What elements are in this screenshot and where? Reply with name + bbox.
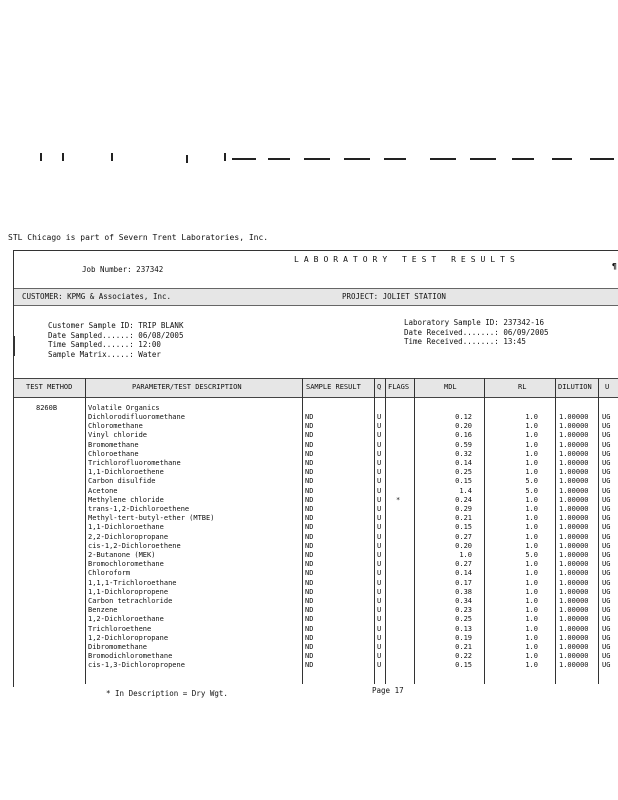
cell-dilution: 1.00000: [559, 468, 589, 477]
cell-mdl: 0.29: [455, 505, 472, 514]
cell-units: UG: [602, 541, 611, 550]
cell-dilution: 1.00000: [559, 505, 589, 514]
table-row: Benzene: [88, 606, 118, 615]
cell-mdl: 0.14: [455, 459, 472, 468]
cell-q: U: [377, 597, 382, 606]
cell-flag: [396, 422, 400, 431]
cell-result: ND: [305, 532, 314, 541]
table-row: Methyl-tert-butyl-ether (MTBE): [88, 514, 215, 523]
cell-rl: 1.0: [525, 495, 538, 504]
cell-rl: 1.0: [525, 514, 538, 523]
cell-q: U: [377, 505, 382, 514]
table-row: Trichloroethene: [88, 624, 152, 633]
col-rule: [484, 378, 485, 684]
cell-result: ND: [305, 606, 314, 615]
table-row: Methylene chloride: [88, 495, 164, 504]
units-column: [602, 413, 616, 671]
cell-mdl: 0.13: [455, 624, 472, 633]
cell-rl: 5.0: [525, 486, 538, 495]
cell-dilution: 1.00000: [559, 569, 589, 578]
cell-dilution: 1.00000: [559, 643, 589, 652]
cell-result: ND: [305, 422, 314, 431]
cell-q: U: [377, 578, 382, 587]
cell-dilution: 1.00000: [559, 514, 589, 523]
cell-result: ND: [305, 551, 314, 560]
cell-units: UG: [602, 413, 611, 421]
cell-rl: 1.0: [525, 578, 538, 587]
cell-units: UG: [602, 477, 611, 486]
cell-dilution: 1.00000: [559, 624, 589, 633]
cell-result: ND: [305, 643, 314, 652]
cell-rl: 1.0: [525, 468, 538, 477]
table-row: Trichlorofluoromethane: [88, 459, 181, 468]
section-title: Volatile Organics: [88, 404, 160, 412]
table-row: Bromomethane: [88, 440, 139, 449]
cell-units: UG: [602, 643, 611, 652]
cell-q: U: [377, 468, 382, 477]
table-row: 2-Butanone (MEK): [88, 551, 156, 560]
cell-result: ND: [305, 661, 314, 670]
cell-rl: 1.0: [525, 661, 538, 670]
cell-rl: 1.0: [525, 597, 538, 606]
lab-sample-id: Laboratory Sample ID: 237342-16: [404, 318, 544, 327]
time-sampled: Time Sampled......: 12:00: [48, 340, 161, 349]
cell-flag: [396, 413, 400, 422]
cell-rl: 1.0: [525, 643, 538, 652]
cell-q: U: [377, 633, 382, 642]
col-rule: [85, 378, 86, 684]
sample-info-left: [48, 321, 183, 359]
table-row: Dibromomethane: [88, 643, 148, 652]
table-row: Chloromethane: [88, 422, 143, 431]
cell-result: ND: [305, 587, 314, 596]
cell-mdl: 0.34: [455, 597, 472, 606]
table-row: Chloroform: [88, 569, 131, 578]
table-row: 1,1-Dichloroethene: [88, 468, 164, 477]
cell-rl: 1.0: [525, 413, 538, 421]
cell-flag: [396, 450, 400, 459]
cell-rl: 5.0: [525, 477, 538, 486]
cell-q: U: [377, 514, 382, 523]
cell-dilution: 1.00000: [559, 413, 589, 421]
page-code: ¶: [612, 262, 617, 271]
cell-mdl: 0.25: [455, 615, 472, 624]
cell-mdl: 0.17: [455, 578, 472, 587]
cell-units: UG: [602, 440, 611, 449]
cell-result: ND: [305, 431, 314, 440]
cell-result: ND: [305, 652, 314, 661]
cell-dilution: 1.00000: [559, 523, 589, 532]
cell-dilution: 1.00000: [559, 661, 589, 670]
cell-mdl: 0.20: [455, 541, 472, 550]
cell-rl: 1.0: [525, 615, 538, 624]
cell-result: ND: [305, 514, 314, 523]
cell-units: UG: [602, 615, 611, 624]
cell-dilution: 1.00000: [559, 477, 589, 486]
cell-dilution: 1.00000: [559, 431, 589, 440]
cell-units: UG: [602, 652, 611, 661]
cell-units: UG: [602, 486, 611, 495]
table-row: 1,2-Dichloropropane: [88, 633, 169, 642]
cell-dilution: 1.00000: [559, 459, 589, 468]
cell-dilution: 1.00000: [559, 449, 589, 458]
cell-result: ND: [305, 449, 314, 458]
table-row: Bromodichloromethane: [88, 652, 173, 661]
cell-q: U: [377, 449, 382, 458]
col-rule: [598, 378, 599, 684]
cell-rl: 1.0: [525, 523, 538, 532]
cell-mdl: 0.14: [455, 569, 472, 578]
cell-units: UG: [602, 468, 611, 477]
intro-line: STL Chicago is part of Severn Trent Laboratories, Inc.: [8, 233, 269, 242]
cell-mdl: 0.27: [455, 560, 472, 569]
cell-units: UG: [602, 606, 611, 615]
cell-result: ND: [305, 633, 314, 642]
cell-result: ND: [305, 495, 314, 504]
cell-mdl: 0.15: [455, 523, 472, 532]
cell-result: ND: [305, 569, 314, 578]
cell-q: U: [377, 551, 382, 560]
cell-rl: 1.0: [525, 440, 538, 449]
cell-dilution: 1.00000: [559, 578, 589, 587]
cell-mdl: 0.16: [455, 431, 472, 440]
cell-mdl: 0.23: [455, 606, 472, 615]
cell-mdl: 0.22: [455, 652, 472, 661]
cell-mdl: 0.21: [455, 514, 472, 523]
cell-dilution: 1.00000: [559, 486, 589, 495]
cell-units: UG: [602, 505, 611, 514]
cell-mdl: 0.15: [455, 477, 472, 486]
col-parameter: PARAMETER/TEST DESCRIPTION: [132, 383, 242, 391]
col-rule: [302, 378, 303, 684]
cell-units: UG: [602, 560, 611, 569]
cell-dilution: 1.00000: [559, 606, 589, 615]
cell-q: U: [377, 541, 382, 550]
cell-rl: 1.0: [525, 459, 538, 468]
mdl-column: [420, 413, 472, 671]
customer-name: CUSTOMER: KPMG & Associates, Inc.: [22, 292, 172, 301]
date-sampled: Date Sampled......: 06/08/2005: [48, 330, 184, 340]
cell-result: ND: [305, 486, 314, 495]
cell-result: ND: [305, 440, 314, 449]
cell-result: ND: [305, 578, 314, 587]
table-row: 1,1-Dichloroethane: [88, 523, 164, 532]
cell-result: ND: [305, 541, 314, 550]
cell-dilution: 1.00000: [559, 597, 589, 606]
cell-flag: [396, 477, 400, 486]
cell-rl: 1.0: [525, 624, 538, 633]
q-column: [377, 413, 381, 671]
cell-rl: 1.0: [525, 422, 538, 431]
cell-rl: 1.0: [525, 449, 538, 458]
cell-dilution: 1.00000: [559, 615, 589, 624]
cell-dilution: 1.00000: [559, 551, 589, 560]
sample-info-right: [404, 318, 549, 347]
col-rule: [414, 378, 415, 684]
cell-q: U: [377, 440, 382, 449]
col-test-method: TEST METHOD: [26, 383, 73, 391]
cell-mdl: 0.25: [455, 468, 472, 477]
cell-units: UG: [602, 459, 611, 468]
table-row: Vinyl chloride: [88, 431, 148, 440]
cell-mdl: 0.27: [455, 532, 472, 541]
col-rl: RL: [518, 383, 527, 391]
cell-units: UG: [602, 633, 611, 642]
cell-mdl: 0.21: [455, 643, 472, 652]
cell-rl: 1.0: [525, 541, 538, 550]
report-title: LABORATORY TEST RESULTS: [294, 255, 520, 264]
cell-units: UG: [602, 495, 611, 504]
cell-dilution: 1.00000: [559, 560, 589, 569]
rl-column: [500, 413, 538, 671]
col-mdl: MDL: [444, 383, 457, 391]
cell-q: U: [377, 652, 382, 661]
table-row: Carbon disulfide: [88, 477, 156, 486]
table-row: Dichlorodifluoromethane: [88, 413, 185, 421]
cell-dilution: 1.00000: [559, 422, 589, 431]
col-q: Q: [377, 383, 382, 391]
customer-sample-id: Customer Sample ID: TRIP BLANK: [48, 321, 184, 330]
cell-rl: 1.0: [525, 633, 538, 642]
cell-flag: [396, 441, 400, 450]
cell-mdl: 0.20: [455, 422, 472, 431]
cell-mdl: 0.24: [455, 495, 472, 504]
col-sample-result: SAMPLE RESULT: [306, 383, 361, 391]
cell-rl: 1.0: [525, 532, 538, 541]
cell-result: ND: [305, 459, 314, 468]
cell-mdl: 1.4: [459, 486, 472, 495]
cell-mdl: 0.38: [455, 587, 472, 596]
cell-dilution: 1.00000: [559, 495, 589, 504]
cell-q: U: [377, 587, 382, 596]
cell-flag: [396, 468, 400, 477]
cell-rl: 1.0: [525, 652, 538, 661]
cell-flag: [396, 459, 400, 468]
cell-q: U: [377, 606, 382, 615]
cell-q: U: [377, 477, 382, 486]
cell-mdl: 0.15: [455, 661, 472, 670]
cell-result: ND: [305, 523, 314, 532]
cell-q: U: [377, 495, 382, 504]
cell-result: ND: [305, 615, 314, 624]
cell-flag: [396, 431, 400, 440]
table-row: 1,2-Dichloroethane: [88, 615, 164, 624]
cell-flag: *: [396, 495, 401, 504]
cell-dilution: 1.00000: [559, 532, 589, 541]
cell-units: UG: [602, 587, 611, 596]
cell-q: U: [377, 431, 382, 440]
table-row: Carbon tetrachloride: [88, 597, 173, 606]
cell-dilution: 1.00000: [559, 587, 589, 596]
cell-result: ND: [305, 505, 314, 514]
cell-rl: 1.0: [525, 587, 538, 596]
cell-rl: 1.0: [525, 431, 538, 440]
cell-dilution: 1.00000: [559, 440, 589, 449]
cell-q: U: [377, 486, 382, 495]
table-row: cis-1,2-Dichloroethene: [88, 541, 181, 550]
table-row: cis-1,3-Dichloropropene: [88, 661, 185, 670]
col-units: U: [605, 383, 610, 391]
cell-units: UG: [602, 661, 611, 670]
cell-units: UG: [602, 449, 611, 458]
cell-mdl: 1.0: [459, 551, 472, 560]
cell-q: U: [377, 569, 382, 578]
job-number: Job Number: 237342: [82, 265, 164, 274]
result-column: [305, 413, 313, 671]
cell-q: U: [377, 523, 382, 532]
cell-mdl: 0.12: [455, 413, 472, 421]
cell-mdl: 0.19: [455, 633, 472, 642]
cell-q: U: [377, 624, 382, 633]
dilution-column: [559, 413, 589, 671]
cell-rl: 1.0: [525, 505, 538, 514]
cell-dilution: 1.00000: [559, 652, 589, 661]
cell-q: U: [377, 413, 382, 421]
cell-units: UG: [602, 578, 611, 587]
page-number: Page 17: [372, 686, 404, 695]
param-column: [88, 413, 300, 671]
cell-dilution: 1.00000: [559, 541, 589, 550]
cell-result: ND: [305, 624, 314, 633]
time-received: Time Received.......: 13:45: [404, 337, 526, 346]
cell-result: ND: [305, 413, 314, 421]
cell-q: U: [377, 560, 382, 569]
cell-rl: 1.0: [525, 560, 538, 569]
cell-q: U: [377, 661, 382, 670]
table-row: 2,2-Dichloropropane: [88, 532, 169, 541]
col-rule: [385, 378, 386, 684]
cell-result: ND: [305, 477, 314, 486]
cell-flag: [396, 487, 400, 496]
cell-mdl: 0.32: [455, 449, 472, 458]
table-row: Bromochloromethane: [88, 560, 164, 569]
cell-units: UG: [602, 514, 611, 523]
table-row: trans-1,2-Dichloroethene: [88, 505, 190, 514]
cell-rl: 1.0: [525, 606, 538, 615]
cell-units: UG: [602, 532, 611, 541]
table-row: Chloroethane: [88, 449, 139, 458]
cell-q: U: [377, 532, 382, 541]
cell-q: U: [377, 615, 382, 624]
cell-rl: 5.0: [525, 551, 538, 560]
cell-units: UG: [602, 422, 611, 431]
cell-q: U: [377, 643, 382, 652]
cell-rl: 1.0: [525, 569, 538, 578]
cell-result: ND: [305, 560, 314, 569]
col-dilution: DILUTION: [558, 383, 592, 391]
cell-result: ND: [305, 597, 314, 606]
col-rule: [555, 378, 556, 684]
col-flags: FLAGS: [388, 383, 410, 391]
cell-units: UG: [602, 431, 611, 440]
flag-column: [396, 413, 400, 505]
table-row: 1,1,1-Trichloroethane: [88, 578, 177, 587]
cell-units: UG: [602, 523, 611, 532]
cell-q: U: [377, 459, 382, 468]
table-row: 1,1-Dichloropropene: [88, 587, 169, 596]
cell-result: ND: [305, 468, 314, 477]
test-method-value: 8260B: [36, 404, 58, 412]
cell-units: UG: [602, 551, 611, 560]
table-row: Acetone: [88, 486, 118, 495]
cell-units: UG: [602, 569, 611, 578]
cell-units: UG: [602, 624, 611, 633]
sample-matrix: Sample Matrix.....: Water: [48, 349, 161, 359]
cell-dilution: 1.00000: [559, 633, 589, 642]
col-rule: [374, 378, 375, 684]
cell-q: U: [377, 422, 382, 431]
footnote: * In Description = Dry Wgt.: [106, 689, 228, 698]
date-received: Date Received.......: 06/09/2005: [404, 327, 549, 337]
cell-mdl: 0.59: [455, 440, 472, 449]
cell-units: UG: [602, 597, 611, 606]
info-marker: [14, 336, 15, 356]
project-name: PROJECT: JOLIET STATION: [342, 292, 446, 301]
